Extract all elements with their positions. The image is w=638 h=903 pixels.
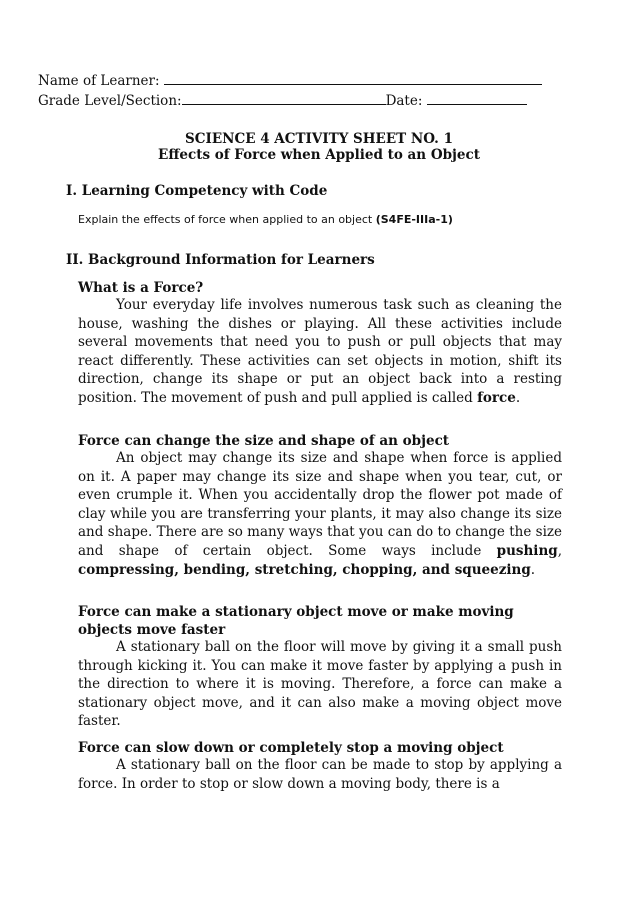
size-shape-text: An object may change its size and shape when force is applied on it. A paper may change its size and shape when you tear, cut, or even crumple it. When you accidentally drop the flower pot made of clay while you are transferring your plants, it may also change its size and shape. There are so many ways that you can do to change the size and shape of certain object. Some ways include bbox=[78, 450, 562, 559]
force-actions-terms: compressing, bending, stretching, chopping, and squeezing bbox=[78, 561, 531, 578]
pushing-term: pushing bbox=[496, 542, 558, 559]
competency-text bbox=[78, 213, 453, 226]
stop-paragraph bbox=[78, 756, 562, 793]
date-label: Date: bbox=[385, 93, 427, 109]
what-is-force-text: Your everyday life involves numerous task such as cleaning the house, washing the dishes or playing. All these activities include several movements that need you to push or pull objects that may react differently. These activities can set objects in motion, shift its direction, change its shape or put an object back into a resting position. The movement of push and pull applied is called bbox=[78, 297, 562, 406]
what-is-force-paragraph: Your everyday life involves numerous task such as cleaning the house, washing the dishes or playing. All these activities include several movements that need you to push or pull objects that may react differently. These activities can set objects in motion, shift its direction, change its shape or put an object back into a resting position. The movement of push and pull applied is called force. bbox=[78, 297, 562, 406]
stop-heading: Force can slow down or completely stop a moving object bbox=[78, 740, 504, 756]
what-is-force-heading: What is a Force? bbox=[78, 280, 204, 296]
competency-description: Explain the effects of force when applied to an object bbox=[78, 213, 376, 226]
size-shape-paragraph: An object may change its size and shape when force is applied on it. A paper may change its size and shape when you tear, cut, or even crumple it. When you accidentally drop the flower pot made of clay while you are transferring your plants, it may also change its size and shape. There are so many ways that you can do to change the size and shape of certain object. Some ways include pushing, compressing, bending, stretching, chopping, and squeezing. bbox=[78, 450, 562, 578]
force-term: force bbox=[477, 389, 516, 406]
sheet-subtitle: Effects of Force when Applied to an Object bbox=[158, 147, 480, 163]
learner-name-blank[interactable] bbox=[164, 72, 542, 85]
grade-section-blank[interactable] bbox=[182, 92, 386, 105]
move-text: A stationary ball on the floor will move by giving it a small push through kicking it. You can make it move faster by applying a push in the direction to where it is moving. Therefore, a force can make a stationary object move, and it can also make a moving object move faster. bbox=[78, 639, 562, 730]
move-heading-line-1: Force can make a stationary object move or make moving bbox=[78, 604, 514, 620]
learner-name-label: Name of Learner: bbox=[38, 73, 164, 89]
date-blank[interactable] bbox=[427, 92, 527, 105]
stop-text: A stationary ball on the floor can be made to stop by applying a force. In order to stop or slow down a moving body, there is a bbox=[78, 757, 562, 792]
size-shape-heading: Force can change the size and shape of an object bbox=[78, 433, 450, 449]
move-heading-line-2: objects move faster bbox=[78, 622, 226, 638]
sheet-title: SCIENCE 4 ACTIVITY SHEET NO. 1 bbox=[185, 131, 453, 147]
learner-name-line bbox=[38, 72, 542, 89]
competency-code: (S4FE-IIIa-1) bbox=[375, 213, 453, 226]
move-paragraph bbox=[78, 638, 562, 731]
section-1-heading: I. Learning Competency with Code bbox=[66, 183, 328, 199]
section-2-heading: II. Background Information for Learners bbox=[66, 252, 375, 268]
grade-section-line bbox=[38, 92, 527, 109]
grade-section-label: Grade Level/Section: bbox=[38, 93, 182, 109]
